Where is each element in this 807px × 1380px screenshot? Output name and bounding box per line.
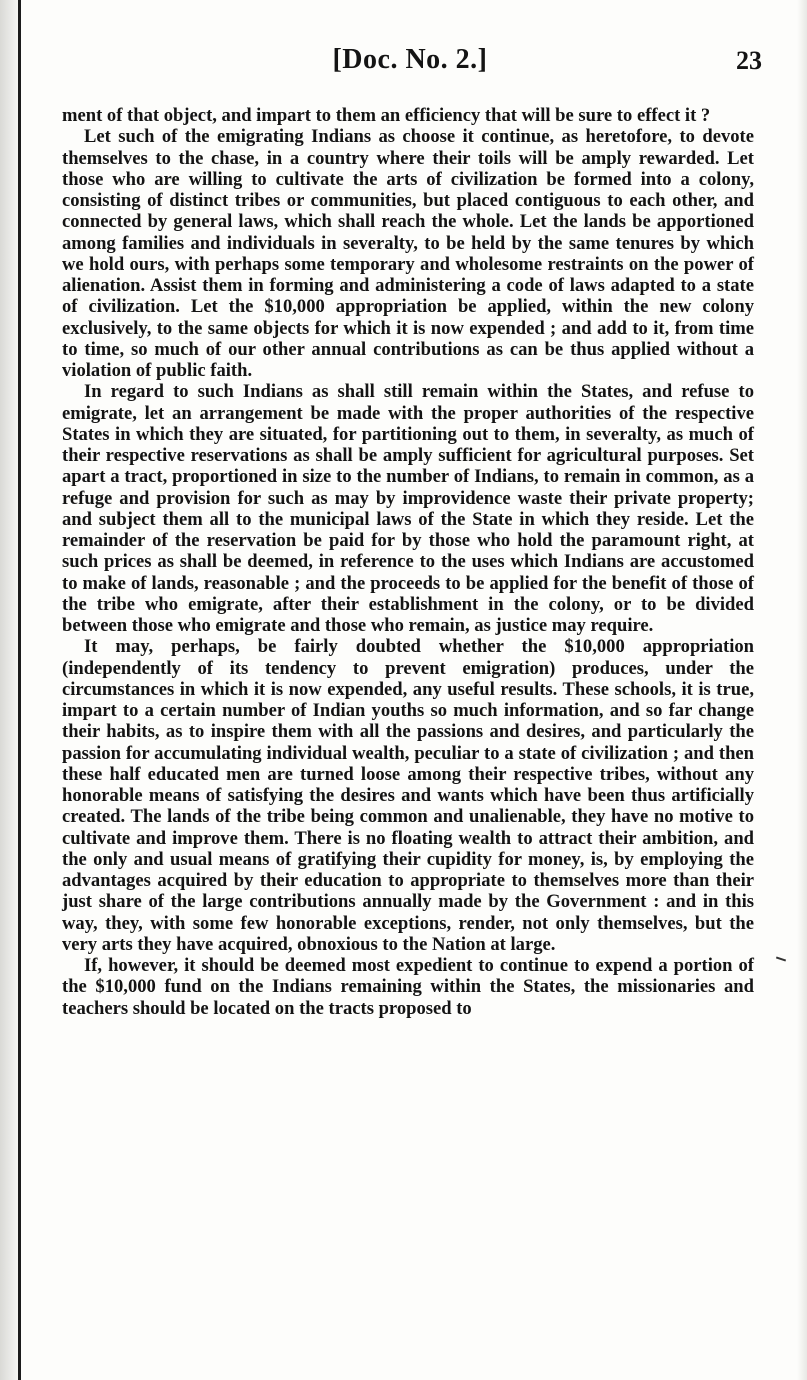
binding-shadow (0, 0, 18, 1380)
paragraph-continuation: ment of that object, and impart to them an efficiency that will be sure to effect it ? (62, 105, 711, 126)
paragraph: It may, perhaps, be fairly doubted whether the $10,000 appropriation (independently of its tendency to prevent emigration) produces, under the circumstances in which it is now expended, any useful results. These schools, it is true, impart to a certain number of Indian youths so much information, and so far change their habits, as to inspire them with all the passions and desires, and particularly the passion for accumulating individual wealth, peculiar to a state of civilization ; and then these half educated men are turned loose among their respective tribes, without any honorable means of satisfying the desires and wants which have been thus artificially created. The lands of the tribe being common and unalienable, they have no motive to cultivate and improve them. There is no floating wealth to attract their ambition, and the only and usual means of gratifying their cupidity for money, is, by employing the advantages acquired by their education to appropriate to themselves more than their just share of the large contributions annually made by the Government : and in this way, they, with some few honorable exceptions, render, not only themselves, but the very arts they have acquired, obnoxious to the Nation at large. (62, 636, 754, 955)
page-edge (797, 0, 807, 1380)
paragraph: In regard to such Indians as shall still remain within the States, and refuse to emigrate, let an arrangement be made with the proper authorities of the respective States in which they are situated, for partitioning out to them, in severalty, as much of their respective reservations as shall be amply sufficient for agricultural purposes. Set apart a tract, proportioned in size to the number of Indians, to remain in common, as a refuge and provision for such as may by improvidence waste their private property; and subject them all to the municipal laws of the State in which they reside. Let the remainder of the reservation be paid for by those who hold the paramount right, at such prices as shall be deemed, in reference to the uses which Indians are accustomed to make of lands, reasonable ; and the proceeds to be applied for the benefit of those of the tribe who emigrate, after their establishment in the colony, or to be divided between those who emigrate and those who remain, as justice may require. (62, 381, 754, 636)
document-reference: [Doc. No. 2.] (332, 44, 488, 75)
margin-mark (776, 957, 786, 962)
paragraph: If, however, it should be deemed most expedient to continue to expend a portion of the $10,000 fund on the Indians remaining within the States, the missionaries and teachers should be located on the tracts proposed to (62, 955, 754, 1019)
page-number: 23 (736, 46, 762, 75)
paragraph: Let such of the emigrating Indians as choose it continue, as heretofore, to devote themselves to the chase, in a country where their toils will be amply rewarded. Let those who are willing to cultivate the arts of civilization be formed into a colony, consisting of distinct tribes or communities, but placed contiguous to each other, and connected by general laws, which shall reach the whole. Let the lands be apportioned among families and individuals in severalty, to be held by the same tenures by which we hold ours, with perhaps some temporary and wholesome restraints on the power of alienation. Assist them in forming and administering a code of laws adapted to a state of civilization. Let the $10,000 appropriation be applied, within the new colony exclusively, to the same objects for which it is now expended ; and add to it, from time to time, so much of our other annual contributions as can be thus applied without a violation of public faith. (62, 126, 754, 381)
page-header (60, 44, 760, 88)
binding-edge (18, 0, 21, 1380)
body-text (62, 105, 754, 1019)
